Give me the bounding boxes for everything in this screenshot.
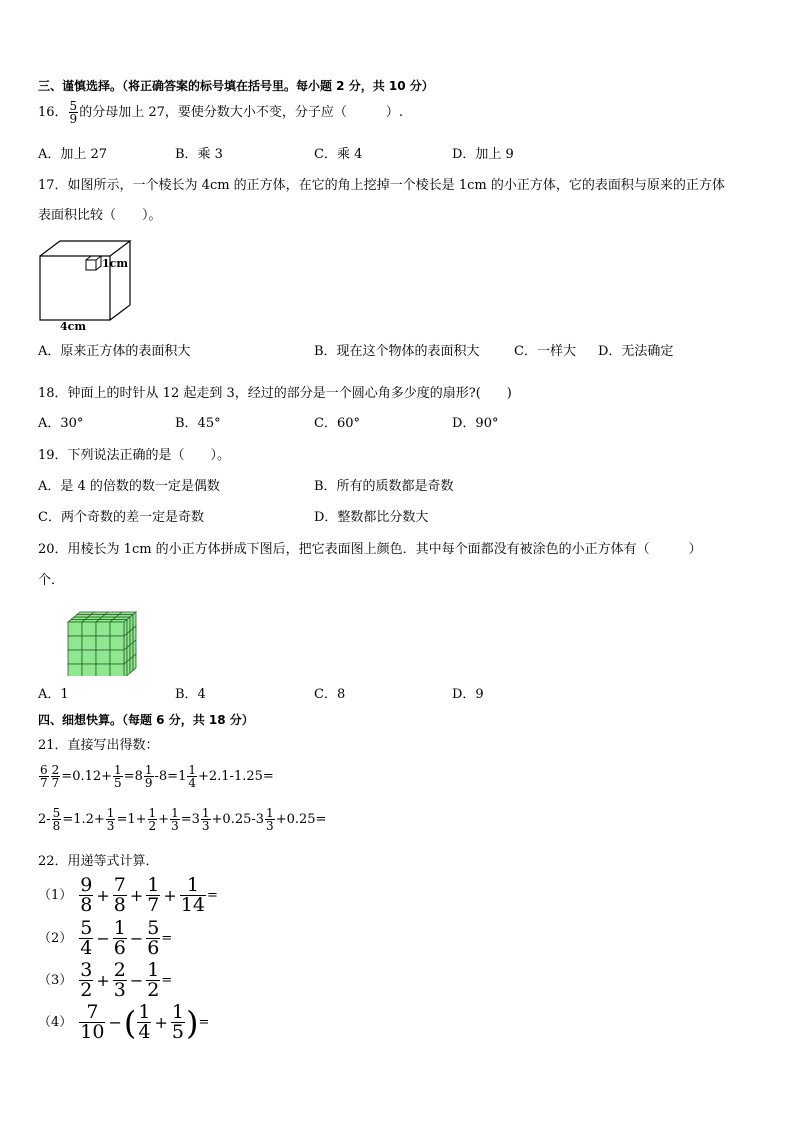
q21-r1-frac-b: $\frac{2}{7}$ [51, 763, 60, 790]
cube-side-cell [127, 659, 130, 676]
q21-row1: $\frac{6}{7}$ $\frac{2}{7}$ =0.12+ $\frac{1}{5}$ =8 $\frac{1}{9}$ -8=1 $\frac{1}{4}$ +2.1-1.25= [40, 763, 274, 790]
q20-cube-grid-figure [66, 610, 140, 676]
section4-heading: 四、细想快算。（每题 6 分，共 18 分） [38, 713, 254, 727]
cube-right-face [110, 241, 130, 320]
q16-stem [38, 100, 403, 136]
q16-number: 16． [38, 104, 68, 120]
q16-option-c[interactable]: C．乘 4 [314, 147, 363, 162]
q17-option-b[interactable]: B．现在这个物体的表面积大 [314, 344, 480, 359]
q20-option-a[interactable]: A．1 [38, 687, 69, 702]
cube-front-cell [82, 622, 96, 636]
q20-line1: 20．用棱长为 1cm 的小正方体拼成下图后，把它表面图上颜色．其中每个面都没有被涂色的小正方体有（ ） [38, 542, 702, 557]
q21-r2-frac-b: $\frac{1}{3}$ [106, 806, 115, 833]
cube-front-face [40, 256, 110, 320]
q22-problem-1: （1） $\frac{9}{8}$ + $\frac{7}{8}$ + $\frac{1}{7}$ + $\frac{1}{14}$ = [38, 874, 218, 916]
q21-row2: 2- $\frac{5}{8}$ =1.2+ $\frac{1}{3}$ =1+ $\frac{1}{2}$ + $\frac{1}{3}$ =3 $\frac{1}{3}$ +0.25-3 $\frac{1}{3}$ +0.25= [38, 806, 327, 833]
q21-r1-frac-a: $\frac{6}{7}$ [40, 763, 48, 790]
q21-r1-frac-d: $\frac{1}{9}$ [144, 763, 153, 790]
cube-front-cell [96, 636, 110, 650]
q22-problem-3: （3） $\frac{3}{2}$ + $\frac{2}{3}$ − $\frac{1}{2}$ = [38, 959, 173, 1001]
cube-front-cell [110, 622, 124, 636]
q18-option-c[interactable]: C．60° [314, 416, 360, 431]
q20-option-b[interactable]: B．4 [175, 687, 206, 702]
q18-option-d[interactable]: D．90° [452, 416, 499, 431]
cutout-top [86, 256, 101, 260]
cube-side-cell [130, 657, 133, 674]
q21-r2-frac-a: $\frac{5}{8}$ [52, 806, 61, 833]
q16-option-a[interactable]: A．加上 27 [38, 147, 108, 162]
cube-front-cell [110, 636, 124, 650]
cube-front-cell [82, 636, 96, 650]
q16-option-d[interactable]: D．加上 9 [452, 147, 514, 162]
cube-front-cell [68, 650, 82, 664]
cube-top-face [40, 241, 130, 256]
q18-option-a[interactable]: A．30° [38, 416, 84, 431]
cube-front-cell [96, 622, 110, 636]
q17-option-d[interactable]: D．无法确定 [598, 344, 674, 359]
q18-stem: 18．钟面上的时针从 12 起走到 3，经过的部分是一个圆心角多少度的扇形?( ) [38, 386, 512, 401]
q21-r2-frac-c: $\frac{1}{2}$ [148, 806, 157, 833]
q17-cube-figure [36, 236, 136, 332]
q18-option-b[interactable]: B．45° [175, 416, 221, 431]
q17-small-label: 1cm [102, 257, 128, 270]
q17-line1: 17．如图所示，一个棱长为 4cm 的正方体，在它的角上挖掉一个棱长是 1cm 的小正方体，它的表面积与原来的正方体 [38, 178, 725, 193]
q20-option-c[interactable]: C．8 [314, 687, 346, 702]
cube-front-cell [68, 664, 82, 676]
cube-front-cell [68, 636, 82, 650]
q19-option-c[interactable]: C．两个奇数的差一定是奇数 [38, 510, 204, 525]
q21-r2-frac-e: $\frac{1}{3}$ [201, 806, 210, 833]
cube-front-cell [68, 622, 82, 636]
cube-front-cell [96, 664, 110, 676]
q22-problem-2: （2） $\frac{5}{4}$ − $\frac{1}{6}$ − $\frac{5}{6}$ = [38, 917, 173, 959]
q22-title: 22．用递等式计算． [38, 854, 159, 869]
q20-line2: 个． [38, 573, 65, 588]
q17-big-label: 4cm [60, 320, 86, 332]
q19-option-d[interactable]: D．整数都比分数大 [314, 510, 429, 525]
q19-option-a[interactable]: A．是 4 的倍数的数一定是偶数 [38, 479, 220, 494]
q16-text: 的分母加上 27，要使分数大小不变，分子应（ ）. [79, 104, 403, 120]
cutout-front [86, 260, 96, 270]
q21-r1-frac-c: $\frac{1}{5}$ [114, 763, 122, 790]
cube-front-cell [96, 650, 110, 664]
q21-r1-frac-e: $\frac{1}{4}$ [188, 763, 196, 790]
section3-heading: 三、谨慎选择。（将正确答案的标号填在括号里。每小题 2 分，共 10 分） [38, 79, 434, 93]
cube-front-cell [82, 650, 96, 664]
q22-problem-4: （4） $\frac{7}{10}$ −( $\frac{1}{4}$ + $\frac{1}{5}$ )= [38, 1001, 210, 1043]
q19-stem: 19．下列说法正确的是（ ）。 [38, 448, 231, 463]
q21-r2-frac-d: $\frac{1}{3}$ [171, 806, 179, 833]
q17-line2: 表面积比较（ ）。 [38, 208, 162, 223]
q21-title: 21．直接写出得数： [38, 738, 159, 753]
q20-option-d[interactable]: D．9 [452, 687, 484, 702]
q19-option-b[interactable]: B．所有的质数都是奇数 [314, 479, 454, 494]
q16-option-b[interactable]: B．乘 3 [175, 147, 223, 162]
cube-side-cell [133, 654, 136, 671]
cube-front-cell [82, 664, 96, 676]
q17-option-c[interactable]: C．一样大 [514, 344, 576, 359]
q17-option-a[interactable]: A．原来正方体的表面积大 [38, 344, 191, 359]
q21-r2-frac-f: $\frac{1}{3}$ [266, 806, 274, 833]
q16-fraction: $\frac{5}{9}$ [69, 99, 78, 126]
cube-side-cell [124, 662, 127, 677]
cube-front-cell [110, 650, 124, 664]
cube-front-cell [110, 664, 124, 676]
